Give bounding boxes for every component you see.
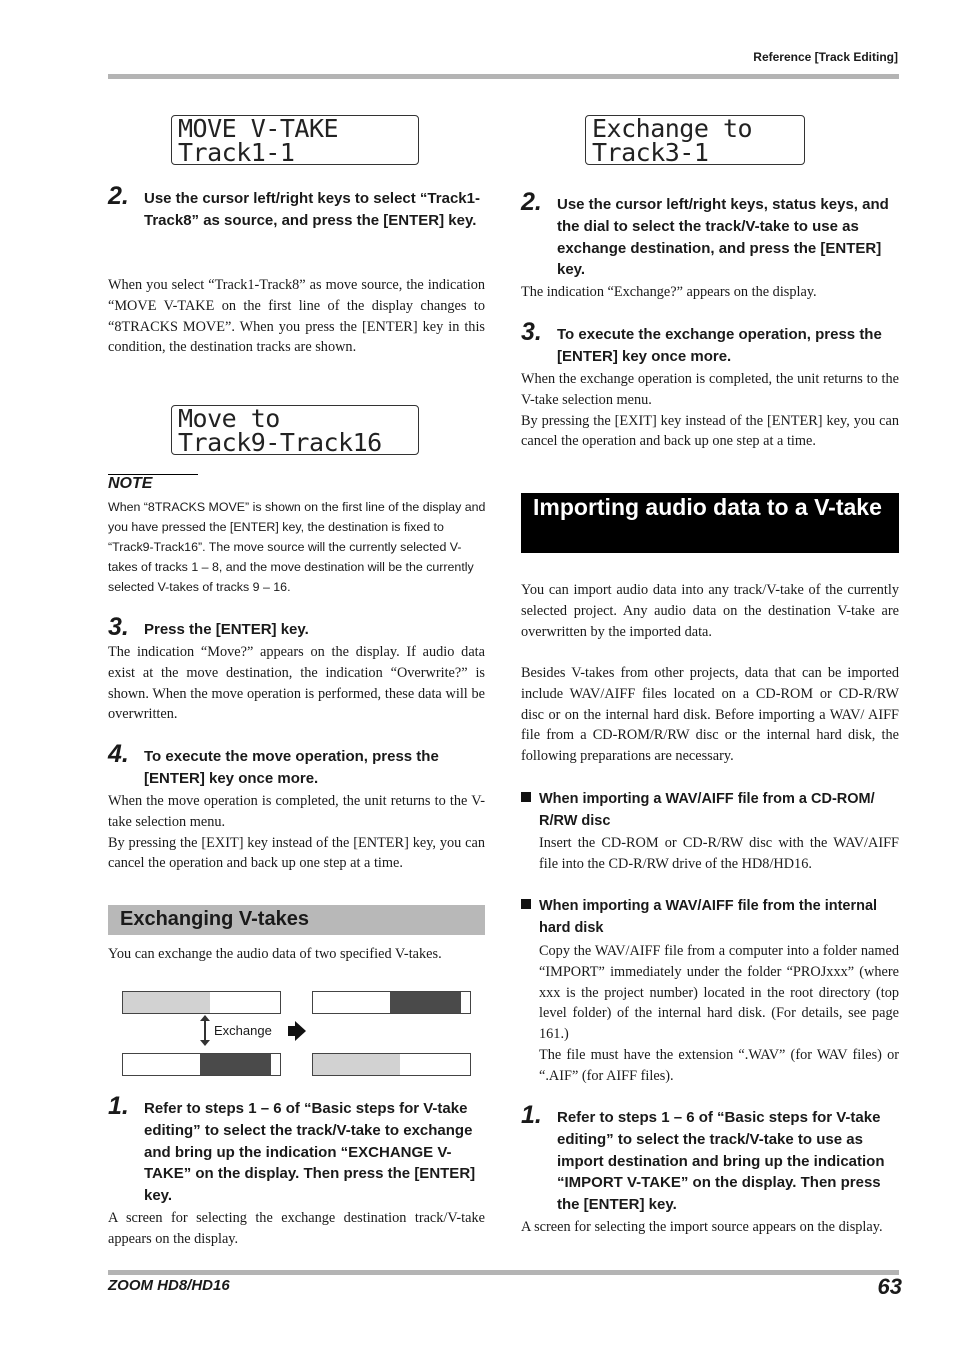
paragraph-import-screen: A screen for selecting the import source appears on the display. <box>521 1219 883 1235</box>
track-bar-dest-top <box>312 991 471 1014</box>
step-number: 3. <box>521 318 542 346</box>
step-text: Use the cursor left/right keys to select “Track1-Track8” as source, and press the [ENTER] key. <box>144 190 480 229</box>
lcd-line-1: MOVE V-TAKE <box>178 114 339 143</box>
track-bar-source-top <box>122 991 281 1014</box>
section-heading-importing: Importing audio data to a V-take <box>521 493 899 553</box>
subheading-hard-disk: When importing a WAV/AIFF file from the internal hard disk <box>521 895 901 939</box>
step-text: Use the cursor left/right keys, status keys, and the dial to select the track/V-take to use as exchange destination, and press the [ENTER] key. <box>557 196 889 279</box>
arrow-down-icon <box>200 1040 210 1046</box>
track-bar-source-bottom <box>122 1053 281 1076</box>
paragraph-hard-disk-instructions: Copy the WAV/AIFF file from a computer into a folder named “IMPORT” immediately under the folder “PROJxxx” (where xxx is the project number) located in the root directory (top level folder) of the internal hard disk. (For details, see page 161.) The file must have the extension “.WAV” (for WAV files) or “.AIF” (for AIFF files). <box>539 943 899 1084</box>
paragraph-exchange-complete: When the exchange operation is completed, the unit returns to the V-take selection menu. By pressing the [EXIT] key instead of the [ENTER] key, you can cancel the operation and back up one step at a time. <box>521 371 899 450</box>
take-segment-dark <box>200 1054 271 1075</box>
subheading-cdrom: When importing a WAV/AIFF file from a CD-ROM/ R/RW disc <box>521 788 901 832</box>
header-rule <box>108 74 899 79</box>
footer-rule <box>108 1270 899 1275</box>
note-label: NOTE <box>108 474 198 493</box>
lcd-line-2: Track1-1 <box>178 138 295 167</box>
section-heading-exchanging: Exchanging V-takes <box>108 905 485 935</box>
exchange-label: Exchange <box>214 1023 272 1038</box>
lcd-line-2: Track3-1 <box>592 138 709 167</box>
note-text: When “8TRACKS MOVE” is shown on the first line of the display and you have pressed the [ENTER] key, the destination is fixed to “Track9-Track16”. The move source will the currently selected V-takes of tracks 1 – 8, and the move destination will be the currently selected V-takes of tracks 9 – 16. <box>108 500 486 594</box>
arrow-up-icon <box>200 1015 210 1021</box>
square-bullet-icon <box>521 792 531 802</box>
step-number: 2. <box>108 182 129 210</box>
paragraph-exchange-screen: A screen for selecting the exchange destination track/V-take appears on the display. <box>108 1210 485 1247</box>
paragraph-move-overwrite: The indication “Move?” appears on the display. If audio data exist at the move destination, the indication “Overwrite?” is shown. When the move operation is performed, these data will be overwritten. <box>108 644 485 723</box>
paragraph-cdrom-instructions: Insert the CD-ROM or CD-R/RW disc with the WAV/AIFF file into the CD-R/RW drive of the HD8/HD16. <box>539 835 899 872</box>
page-number: 63 <box>877 1274 902 1299</box>
arrow-right-head <box>295 1021 306 1041</box>
step-number: 3. <box>108 613 129 641</box>
step-text: Refer to steps 1 – 6 of “Basic steps for V-take editing” to select the track/V-take to exchange and bring up the indication “EXCHANGE V-TAKE” on the display. Then press the [ENTER] key. <box>144 1100 476 1205</box>
step-number: 1. <box>108 1092 129 1120</box>
paragraph-exchange-indication: The indication “Exchange?” appears on the display. <box>521 284 817 300</box>
lcd-line-1: Exchange to <box>592 114 753 143</box>
exchange-diagram <box>122 990 472 1076</box>
paragraph-import-sources: Besides V-takes from other projects, data that can be imported include WAV/AIFF files located on a CD-ROM or CD-R/RW disc or on the internal hard disk. Before importing a WAV/ AIFF file from a CD-ROM/R/RW disc or the internal hard disk, the following preparations are necessary. <box>521 665 899 765</box>
take-segment-dark <box>390 992 461 1013</box>
step-text: Refer to steps 1 – 6 of “Basic steps for V-take editing” to select the track/V-take to use as import destination and bring up the indication “IMPORT V-TAKE” on the display. Then press the [ENTER] key. <box>557 1109 885 1214</box>
step-text: Press the [ENTER] key. <box>144 621 309 638</box>
track-bar-dest-bottom <box>312 1053 471 1076</box>
step-text: To execute the exchange operation, press the [ENTER] key once more. <box>557 326 882 365</box>
lcd-display-move-vtake <box>171 115 419 165</box>
take-segment-light <box>123 992 210 1013</box>
step-number: 2. <box>521 188 542 216</box>
lcd-display-move-to <box>171 405 419 455</box>
lcd-display-exchange-to <box>585 115 805 165</box>
lcd-line-1: Move to <box>178 404 280 433</box>
paragraph-exchange-intro: You can exchange the audio data of two specified V-takes. <box>108 946 442 962</box>
paragraph-move-source: When you select “Track1-Track8” as move source, the indication “MOVE V-TAKE on the first line of the display changes to “8TRACKS MOVE”. When you press the [ENTER] key in this condition, the destination tracks are shown. <box>108 277 485 356</box>
footer-product-name: ZOOM HD8/HD16 <box>108 1277 230 1294</box>
take-segment-light <box>313 1054 400 1075</box>
step-number: 1. <box>521 1101 542 1129</box>
running-header: Reference [Track Editing] <box>753 50 898 64</box>
step-text: To execute the move operation, press the [ENTER] key once more. <box>144 748 439 787</box>
paragraph-import-intro: You can import audio data into any track/V-take of the currently selected project. Any audio data on the destination V-take are overwritten by the imported data. <box>521 582 899 640</box>
paragraph-move-complete: When the move operation is completed, the unit returns to the V-take selection menu. By pressing the [EXIT] key instead of the [ENTER] key, you can cancel the operation and back up one step at a time. <box>108 793 485 872</box>
step-number: 4. <box>108 740 129 768</box>
lcd-line-2: Track9-Track16 <box>178 428 382 457</box>
square-bullet-icon <box>521 899 531 909</box>
